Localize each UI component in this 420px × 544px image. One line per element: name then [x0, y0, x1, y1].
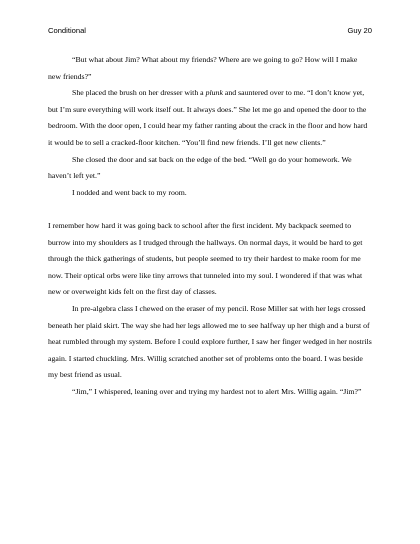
text-run: “But what about Jim? What about my friends? Where are we going to go? How will I make new friends?”	[48, 55, 358, 81]
body-text	[48, 52, 372, 400]
text-run: I remember how hard it was going back to school after the first incident. My backpack seemed to burrow into my shoulders as I trudged through the hallways. On normal days, it would be hard to get through the thick gatherings of students, but people seemed to try their hardest to make room for me now. Their optical orbs were like tiny arrows that tunneled into my soul. I wondered if that was what new or overweight kids felt on the first day of classes.	[48, 220, 363, 297]
running-title: Conditional	[48, 26, 86, 35]
paragraph	[48, 384, 372, 401]
text-run: She closed the door and sat back on the edge of the bed. “Well go do your homework. We haven’t left yet.”	[48, 154, 352, 181]
paragraph	[48, 185, 372, 202]
paragraph	[48, 85, 372, 151]
text-run: In pre-algebra class I chewed on the eraser of my pencil. Rose Miller sat with her legs crossed beneath her plaid skirt. The way she had her legs allowed me to see halfway up her thigh and a burst of heat rumbled through my system. Before I could explore further, I saw her finger wedged in her nostrils again. I started chuckling. Mrs. Willig scratched another set of problems onto the board. I was beside my best friend as usual.	[48, 303, 372, 380]
paragraph	[48, 52, 372, 85]
italic-text: plunk	[205, 88, 223, 98]
paragraph	[48, 301, 372, 384]
text-run: She placed the brush on her dresser with a	[72, 88, 206, 98]
text-run: I nodded and went back to my room.	[72, 187, 187, 197]
text-run: “Jim,” I whispered, leaning over and trying my hardest not to alert Mrs. Willig again. “Jim?”	[72, 386, 362, 396]
section-break	[48, 201, 372, 218]
paragraph	[48, 152, 372, 185]
paragraph	[48, 218, 372, 301]
text-run: and sauntered over to me. “I don’t know yet, but I’m sure everything will work itself out. It always does.” She let me go and opened the door to the bedroom. With the door open, I could hear my father ranting about the crack in the floor and how hard it would be to sell a cracked-floor kitchen. “You’ll find new friends. I’ll get new clients.”	[48, 88, 368, 147]
page-number: Guy 20	[347, 26, 372, 35]
